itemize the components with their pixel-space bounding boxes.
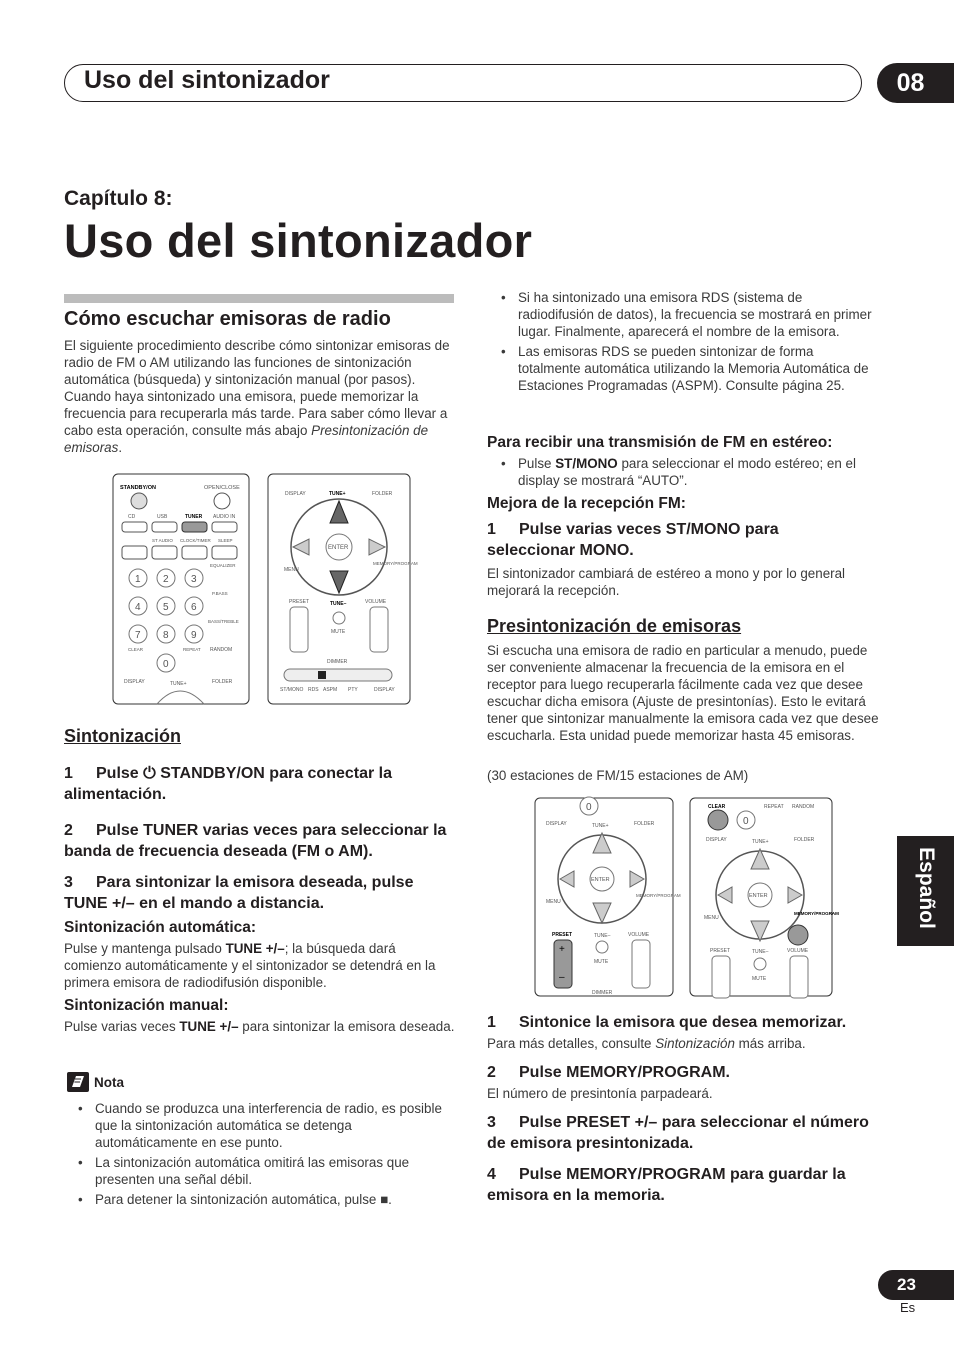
preset-step-4: 4 Pulse MEMORY/PROGRAM para guardar la emisora en la memoria. [487,1166,846,1204]
svg-text:VOLUME: VOLUME [787,948,809,954]
svg-text:SLEEP: SLEEP [218,538,233,543]
svg-text:0: 0 [743,816,749,827]
language-side-tab: Español [897,836,954,946]
svg-text:3: 3 [191,574,197,585]
manual-tuning-text: Pulse varias veces TUNE +/– para sintonizar la emisora deseada. [64,1019,455,1034]
svg-text:2: 2 [163,574,169,585]
tuning-step-2: 2 Pulse TUNER varias veces para seleccionar la banda de frecuencia deseada (FM o AM). [64,822,447,860]
svg-text:DIMMER: DIMMER [592,990,613,996]
svg-text:TUNE+: TUNE+ [752,839,769,845]
svg-text:6: 6 [191,602,197,613]
section-title-listen: Cómo escuchar emisoras de radio [64,308,391,330]
preset-step-2-body: El número de presintonía parpadeará. [487,1086,713,1101]
svg-text:VOLUME: VOLUME [628,932,650,938]
svg-text:–: – [559,972,565,983]
auto-tuning-title: Sintonización automática: [64,919,257,936]
svg-text:1: 1 [135,574,141,585]
svg-text:5: 5 [163,602,169,613]
svg-text:TUNER: TUNER [185,514,203,520]
svg-text:ENTER: ENTER [749,893,768,899]
svg-text:DISPLAY: DISPLAY [374,687,395,693]
rds-bullets [487,289,877,397]
svg-text:RANDOM: RANDOM [792,804,815,810]
tuning-step-3: 3 Para sintonizar la emisora deseada, pulse TUNE +/– en el mando a distancia. [64,874,414,912]
svg-text:TUNE–: TUNE– [330,601,347,607]
svg-text:MEMORY/PROGRAM: MEMORY/PROGRAM [373,561,418,566]
preset-step-2: 2 Pulse MEMORY/PROGRAM. [487,1064,730,1081]
svg-text:DISPLAY: DISPLAY [285,491,306,497]
remote-preset-panel [535,797,681,996]
auto-tuning-text: Pulse y mantenga pulsado TUNE +/–; la búsqueda dará comienzo automáticamente y el sintonizador se detendrá en la primera emisora de radiodifusión disponible. [64,941,436,990]
svg-text:AUDIO IN: AUDIO IN [213,514,236,520]
fm-body: El sintonizador cambiará de estéreo a mono y por lo general mejorará la recepción. [487,566,846,598]
preset-step-1-body: Para más detalles, consulte Sintonización más arriba. [487,1036,806,1051]
svg-text:MENU: MENU [284,567,299,573]
svg-text:PRESET: PRESET [710,948,731,954]
svg-text:7: 7 [135,630,141,641]
open-close-label: OPEN/CLOSE [204,485,240,491]
svg-text:RDS: RDS [308,687,319,693]
svg-text:CD: CD [128,514,136,520]
svg-text:PRESET: PRESET [552,932,573,938]
svg-text:FOLDER: FOLDER [634,821,655,827]
tuning-step-1: 1 Pulse ⏻ STANDBY/ON para conectar la alimentación. [64,765,393,803]
note-list [64,1100,456,1211]
fm-step-1: 1 Pulse varias veces ST/MONO para seleccionar MONO. [487,521,779,559]
svg-text:+: + [559,944,565,955]
svg-text:DISPLAY: DISPLAY [124,679,145,685]
preset-step-1: 1 Sintonice la emisora que desea memorizar. [487,1014,847,1031]
remote-main-panel [113,474,249,704]
section-divider [64,294,454,303]
svg-text:BASS/TREBLE: BASS/TREBLE [208,619,239,624]
tuning-title: Sintonización [64,726,181,746]
svg-text:VOLUME: VOLUME [365,599,387,605]
svg-text:MEMORY/PROGRAM: MEMORY/PROGRAM [794,911,839,916]
fm-title: Mejora de la recepción FM: [487,495,686,512]
svg-text:MUTE: MUTE [331,629,346,635]
page-number: 23 [878,1270,954,1300]
svg-text:ST/MONO: ST/MONO [280,687,304,693]
svg-text:ENTER: ENTER [328,545,349,551]
header-title: Uso del sintonizador [84,66,330,94]
svg-text:TUNE–: TUNE– [594,933,611,939]
note-title: Nota [94,1075,124,1090]
svg-text:MEMORY/PROGRAM: MEMORY/PROGRAM [636,893,681,898]
svg-text:DIMMER: DIMMER [327,659,348,665]
svg-text:FOLDER: FOLDER [794,837,815,843]
note-icon [67,1072,89,1092]
stereo-bullets [487,455,877,492]
svg-text:DISPLAY: DISPLAY [546,821,567,827]
svg-text:DISPLAY: DISPLAY [706,837,727,843]
remote-memory-panel [690,798,839,998]
preset-body: Si escucha una emisora de radio en particular a menudo, puede ser conveniente almacenar la frecuencia de la emisora en el receptor para luego recuperarla fácilmente cada vez que desee escuchar dicha emisora (Ajuste de presintonías). Esto le evitará tener que sintonizar manualmente la emisora cada vez que desee escucharla. Esta unidad puede memorizar hasta 45 emisoras. [487,643,879,743]
svg-text:0: 0 [586,802,592,813]
svg-text:EQUALIZER: EQUALIZER [210,563,236,568]
svg-text:TUNE+: TUNE+ [170,681,187,687]
note-item: • Cuando se produzca una interferencia de radio, es posible que la sintonización automática se detenga automáticamente en ese punto. [64,1100,456,1151]
tuner-button [182,522,207,532]
intro-text: El siguiente procedimiento describe cómo sintonizar emisoras de radio de FM o AM utilizando las funciones de sintonización automática (búsqueda) y sintonización manual (por pasos). Cuando haya sintonizado una emisora, puede memorizar la frecuencia para recuperarla más tarde. Para saber cómo llevar a cabo esta operación, consulte más abajo Presintonización de emisoras. [64,338,450,455]
stereo-bullet: • Pulse ST/MONO para seleccionar el modo estéreo; en el display se mostrará “AUTO”. [487,455,877,489]
svg-text:8: 8 [163,630,169,641]
svg-text:PTY: PTY [348,687,358,693]
stop-button [318,671,326,679]
svg-text:RANDOM: RANDOM [210,647,233,653]
preset-title: Presintonización de emisoras [487,616,742,636]
svg-text:ENTER: ENTER [591,877,610,883]
svg-text:FOLDER: FOLDER [372,491,393,497]
note-item: • Para detener la sintonización automática, pulse ■. [64,1191,456,1208]
page-title: Uso del sintonizador [64,214,533,267]
remote-figure-tuning [112,473,418,705]
svg-text:P.BASS: P.BASS [212,591,228,596]
svg-text:REPEAT: REPEAT [764,804,784,810]
stereo-title: Para recibir una transmisión de FM en estéreo: [487,434,833,451]
svg-text:MUTE: MUTE [752,976,767,982]
language-code: Es [900,1300,916,1315]
svg-text:9: 9 [191,630,197,641]
memory-program-button [788,925,808,945]
standby-button [131,493,147,509]
chapter-number-badge: 08 [877,63,954,103]
manual-tuning-title: Sintonización manual: [64,997,229,1014]
svg-text:4: 4 [135,602,141,613]
svg-text:ASPM: ASPM [323,687,338,693]
svg-text:TUNE–: TUNE– [752,949,769,955]
svg-text:REPEAT: REPEAT [183,647,201,652]
standby-label: STANDBY/ON [120,485,156,491]
svg-text:MUTE: MUTE [594,959,609,965]
remote-nav-panel [268,474,418,704]
svg-text:ST AUDIO: ST AUDIO [152,538,173,543]
chapter-label: Capítulo 8: [64,187,173,210]
preset-step-3: 3 Pulse PRESET +/– para seleccionar el número de emisora presintonizada. [487,1114,869,1152]
svg-text:FOLDER: FOLDER [212,679,233,685]
rds-bullet: • Si ha sintonizado una emisora RDS (sistema de radiodifusión de datos), la frecuencia se mostrará en primer lugar. Finalmente, aparecerá el nombre de la emisora. [487,289,877,340]
svg-text:USB: USB [157,514,168,520]
rds-bullet: • Las emisoras RDS se pueden sintonizar de forma totalmente automática utilizando la Memoria Automática de Estaciones Programadas (ASPM). Consulte página 25. [487,343,877,394]
remote-figure-preset [534,797,839,997]
svg-text:0: 0 [163,659,169,670]
preset-note: (30 estaciones de FM/15 estaciones de AM) [487,768,749,783]
svg-text:TUNE+: TUNE+ [329,491,346,497]
svg-text:MENU: MENU [704,915,719,921]
svg-text:PRESET: PRESET [289,599,310,605]
svg-text:MENU: MENU [546,899,561,905]
svg-text:TUNE+: TUNE+ [592,823,609,829]
svg-text:CLEAR: CLEAR [708,804,726,810]
power-icon: ⏻ [143,765,156,782]
clear-button [708,810,728,830]
note-item: • La sintonización automática omitirá las emisoras que presenten una señal débil. [64,1154,456,1188]
svg-text:CLEAR: CLEAR [128,647,144,652]
svg-text:CLOCK/TIMER: CLOCK/TIMER [180,538,211,543]
open-close-button [214,493,230,509]
